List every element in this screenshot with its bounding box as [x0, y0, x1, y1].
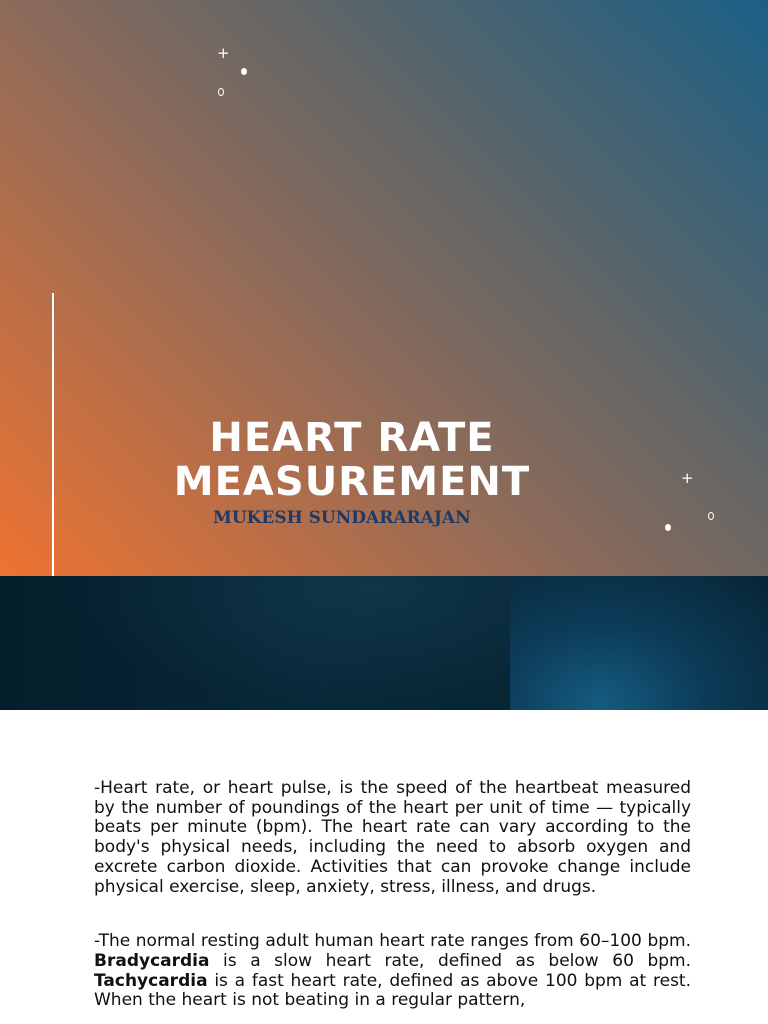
plus-icon: +	[217, 44, 230, 62]
ring-icon	[218, 88, 224, 96]
slide-title-line2: MEASUREMENT	[173, 459, 531, 505]
band-glow	[60, 576, 510, 710]
band-right-panel	[510, 576, 768, 710]
paragraph-2-part2: is a slow heart rate, defined as below 60 bpm.	[209, 950, 691, 971]
paragraph-2	[94, 932, 691, 1011]
slide-title	[150, 416, 554, 504]
plus-icon: +	[681, 469, 694, 487]
paragraph-2-part1: -The normal resting adult human heart rate ranges from 60–100 bpm.	[94, 931, 691, 952]
dark-band	[0, 576, 768, 710]
accent-line	[52, 293, 54, 576]
ring-icon	[708, 512, 714, 520]
paragraph-2-part3: is a fast heart rate, defined as above 100 bpm at rest. When the heart is not beating in a regular pattern,	[94, 970, 691, 1011]
slide-author: MUKESH SUNDARARAJAN	[213, 508, 471, 528]
term-tachycardia: Tachycardia	[94, 970, 208, 991]
body-text	[94, 779, 691, 1011]
slide-title-line1: HEART RATE	[209, 415, 495, 461]
term-bradycardia: Bradycardia	[94, 950, 210, 971]
paragraph-1: -Heart rate, or heart pulse, is the speed of the heartbeat measured by the number of poundings of the heart per unit of time — typically beats per minute (bpm). The heart rate can vary according to the body's physical needs, including the need to absorb oxygen and excrete carbon dioxide. Activities that can provoke change include physical exercise, sleep, anxiety, stress, illness, and drugs.	[94, 778, 691, 897]
dot-icon	[241, 68, 247, 75]
dot-icon	[665, 524, 671, 531]
